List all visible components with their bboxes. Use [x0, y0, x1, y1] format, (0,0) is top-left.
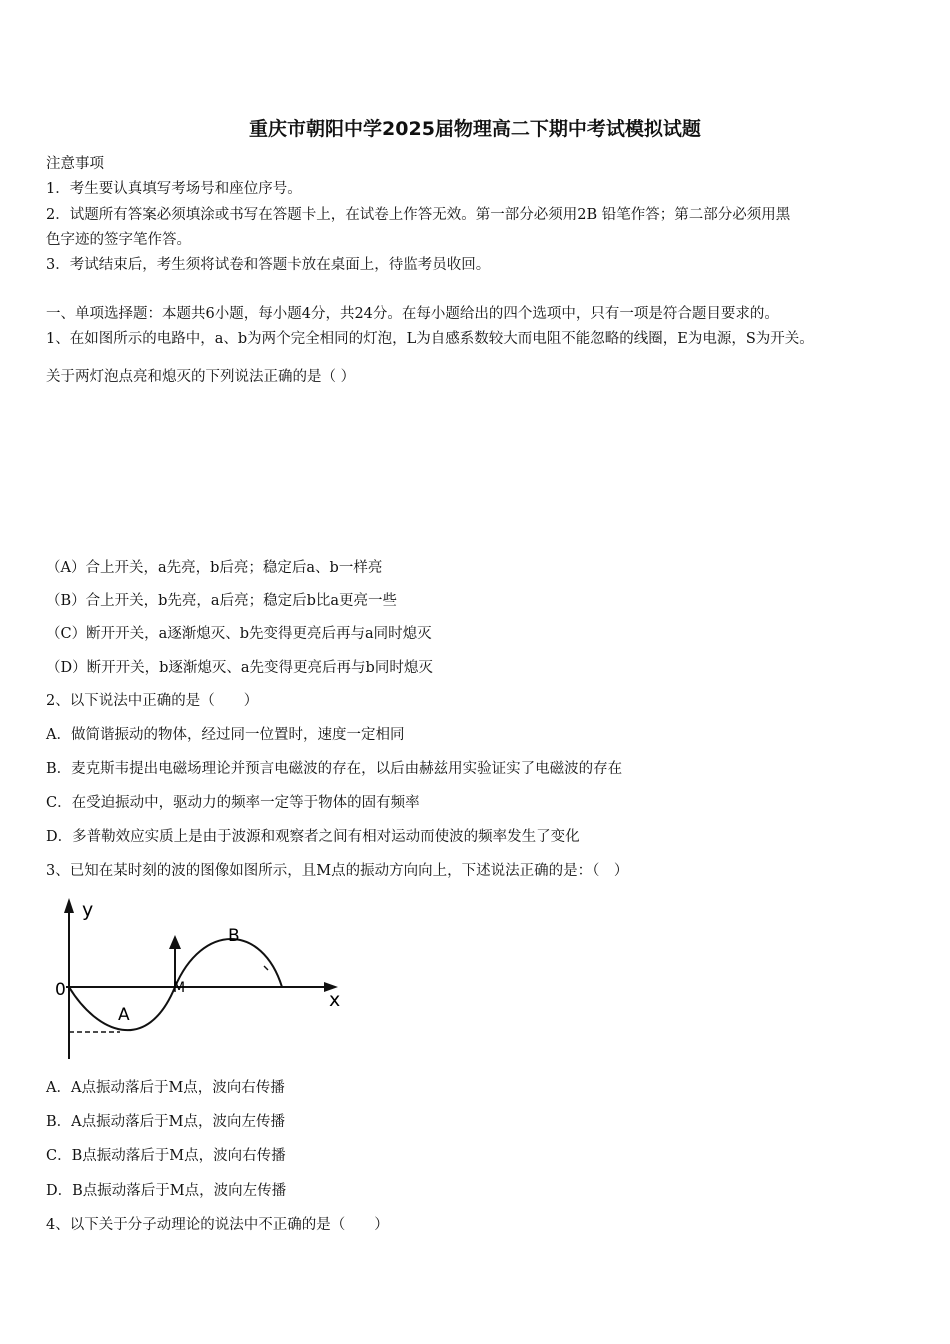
q1-option-d: （D）断开开关，b逐渐熄灭、a先变得更亮后再与b同时熄灭 — [46, 660, 433, 676]
q3-option-b: B．A点振动落后于M点，波向左传播 — [46, 1114, 285, 1130]
wave-figure — [52, 893, 352, 1063]
q1-option-a: （A）合上开关，a先亮，b后亮；稳定后a、b一样亮 — [46, 560, 383, 576]
q3-stem: 3、已知在某时刻的波的图像如图所示，且M点的振动方向向上，下述说法正确的是：（ ） — [46, 863, 629, 879]
x-label: x — [329, 989, 341, 1011]
q2-option-b: B．麦克斯韦提出电磁场理论并预言电磁波的存在，以后由赫兹用实验证实了电磁波的存在 — [46, 761, 623, 777]
y-label: y — [82, 899, 94, 921]
y-axis-arrow — [64, 898, 74, 913]
q3-option-d: D．B点振动落后于M点，波向左传播 — [46, 1183, 287, 1199]
q2-option-c: C．在受迫振动中，驱动力的频率一定等于物体的固有频率 — [46, 795, 420, 811]
q1-stem-line-2: 关于两灯泡点亮和熄灭的下列说法正确的是（ ） — [46, 369, 356, 385]
q1-stem-line-1: 1、在如图所示的电路中，a、b为两个完全相同的灯泡，L为自感系数较大而电阻不能忽略的线圈，E为电源，S为开关。 — [46, 331, 814, 347]
point-a-label: A — [118, 1005, 130, 1025]
q3-option-a: A．A点振动落后于M点，波向右传播 — [46, 1080, 285, 1096]
q2-stem: 2、以下说法中正确的是（ ） — [46, 693, 259, 709]
notice-item-2-line-1: 2．试题所有答案必须填涂或书写在答题卡上，在试卷上作答无效。第一部分必须用2B 铅笔作答；第二部分必须用黑 — [46, 207, 791, 223]
point-b-label: B — [228, 926, 240, 946]
q3-option-c: C．B点振动落后于M点，波向右传播 — [46, 1148, 286, 1164]
notice-item-1: 1．考生要认真填写考场号和座位序号。 — [46, 181, 302, 197]
notice-item-3: 3．考试结束后，考生须将试卷和答题卡放在桌面上，待监考员收回。 — [46, 257, 491, 273]
point-m-label: M — [173, 980, 186, 996]
q1-option-b: （B）合上开关，b先亮，a后亮；稳定后b比a更亮一些 — [46, 593, 398, 609]
m-velocity-arrowhead — [169, 935, 181, 949]
q1-option-c: （C）断开开关，a逐渐熄灭、b先变得更亮后再与a同时熄灭 — [46, 626, 432, 642]
section-1-heading: 一、单项选择题：本题共6小题，每小题4分，共24分。在每小题给出的四个选项中，只有一项是符合题目要求的。 — [46, 306, 779, 322]
origin-label: 0 — [55, 980, 66, 1000]
notice-heading: 注意事项 — [46, 156, 104, 172]
notice-item-2-line-2: 色字迹的签字笔作答。 — [46, 232, 191, 248]
q2-option-d: D．多普勒效应实质上是由于波源和观察者之间有相对运动而使波的频率发生了变化 — [46, 829, 580, 845]
tick-mark — [264, 966, 268, 970]
q2-option-a: A．做简谐振动的物体，经过同一位置时，速度一定相同 — [46, 727, 405, 743]
page-title: 重庆市朝阳中学2025届物理高二下期中考试模拟试题 — [249, 118, 701, 140]
q4-stem: 4、以下关于分子动理论的说法中不正确的是（ ） — [46, 1217, 389, 1233]
